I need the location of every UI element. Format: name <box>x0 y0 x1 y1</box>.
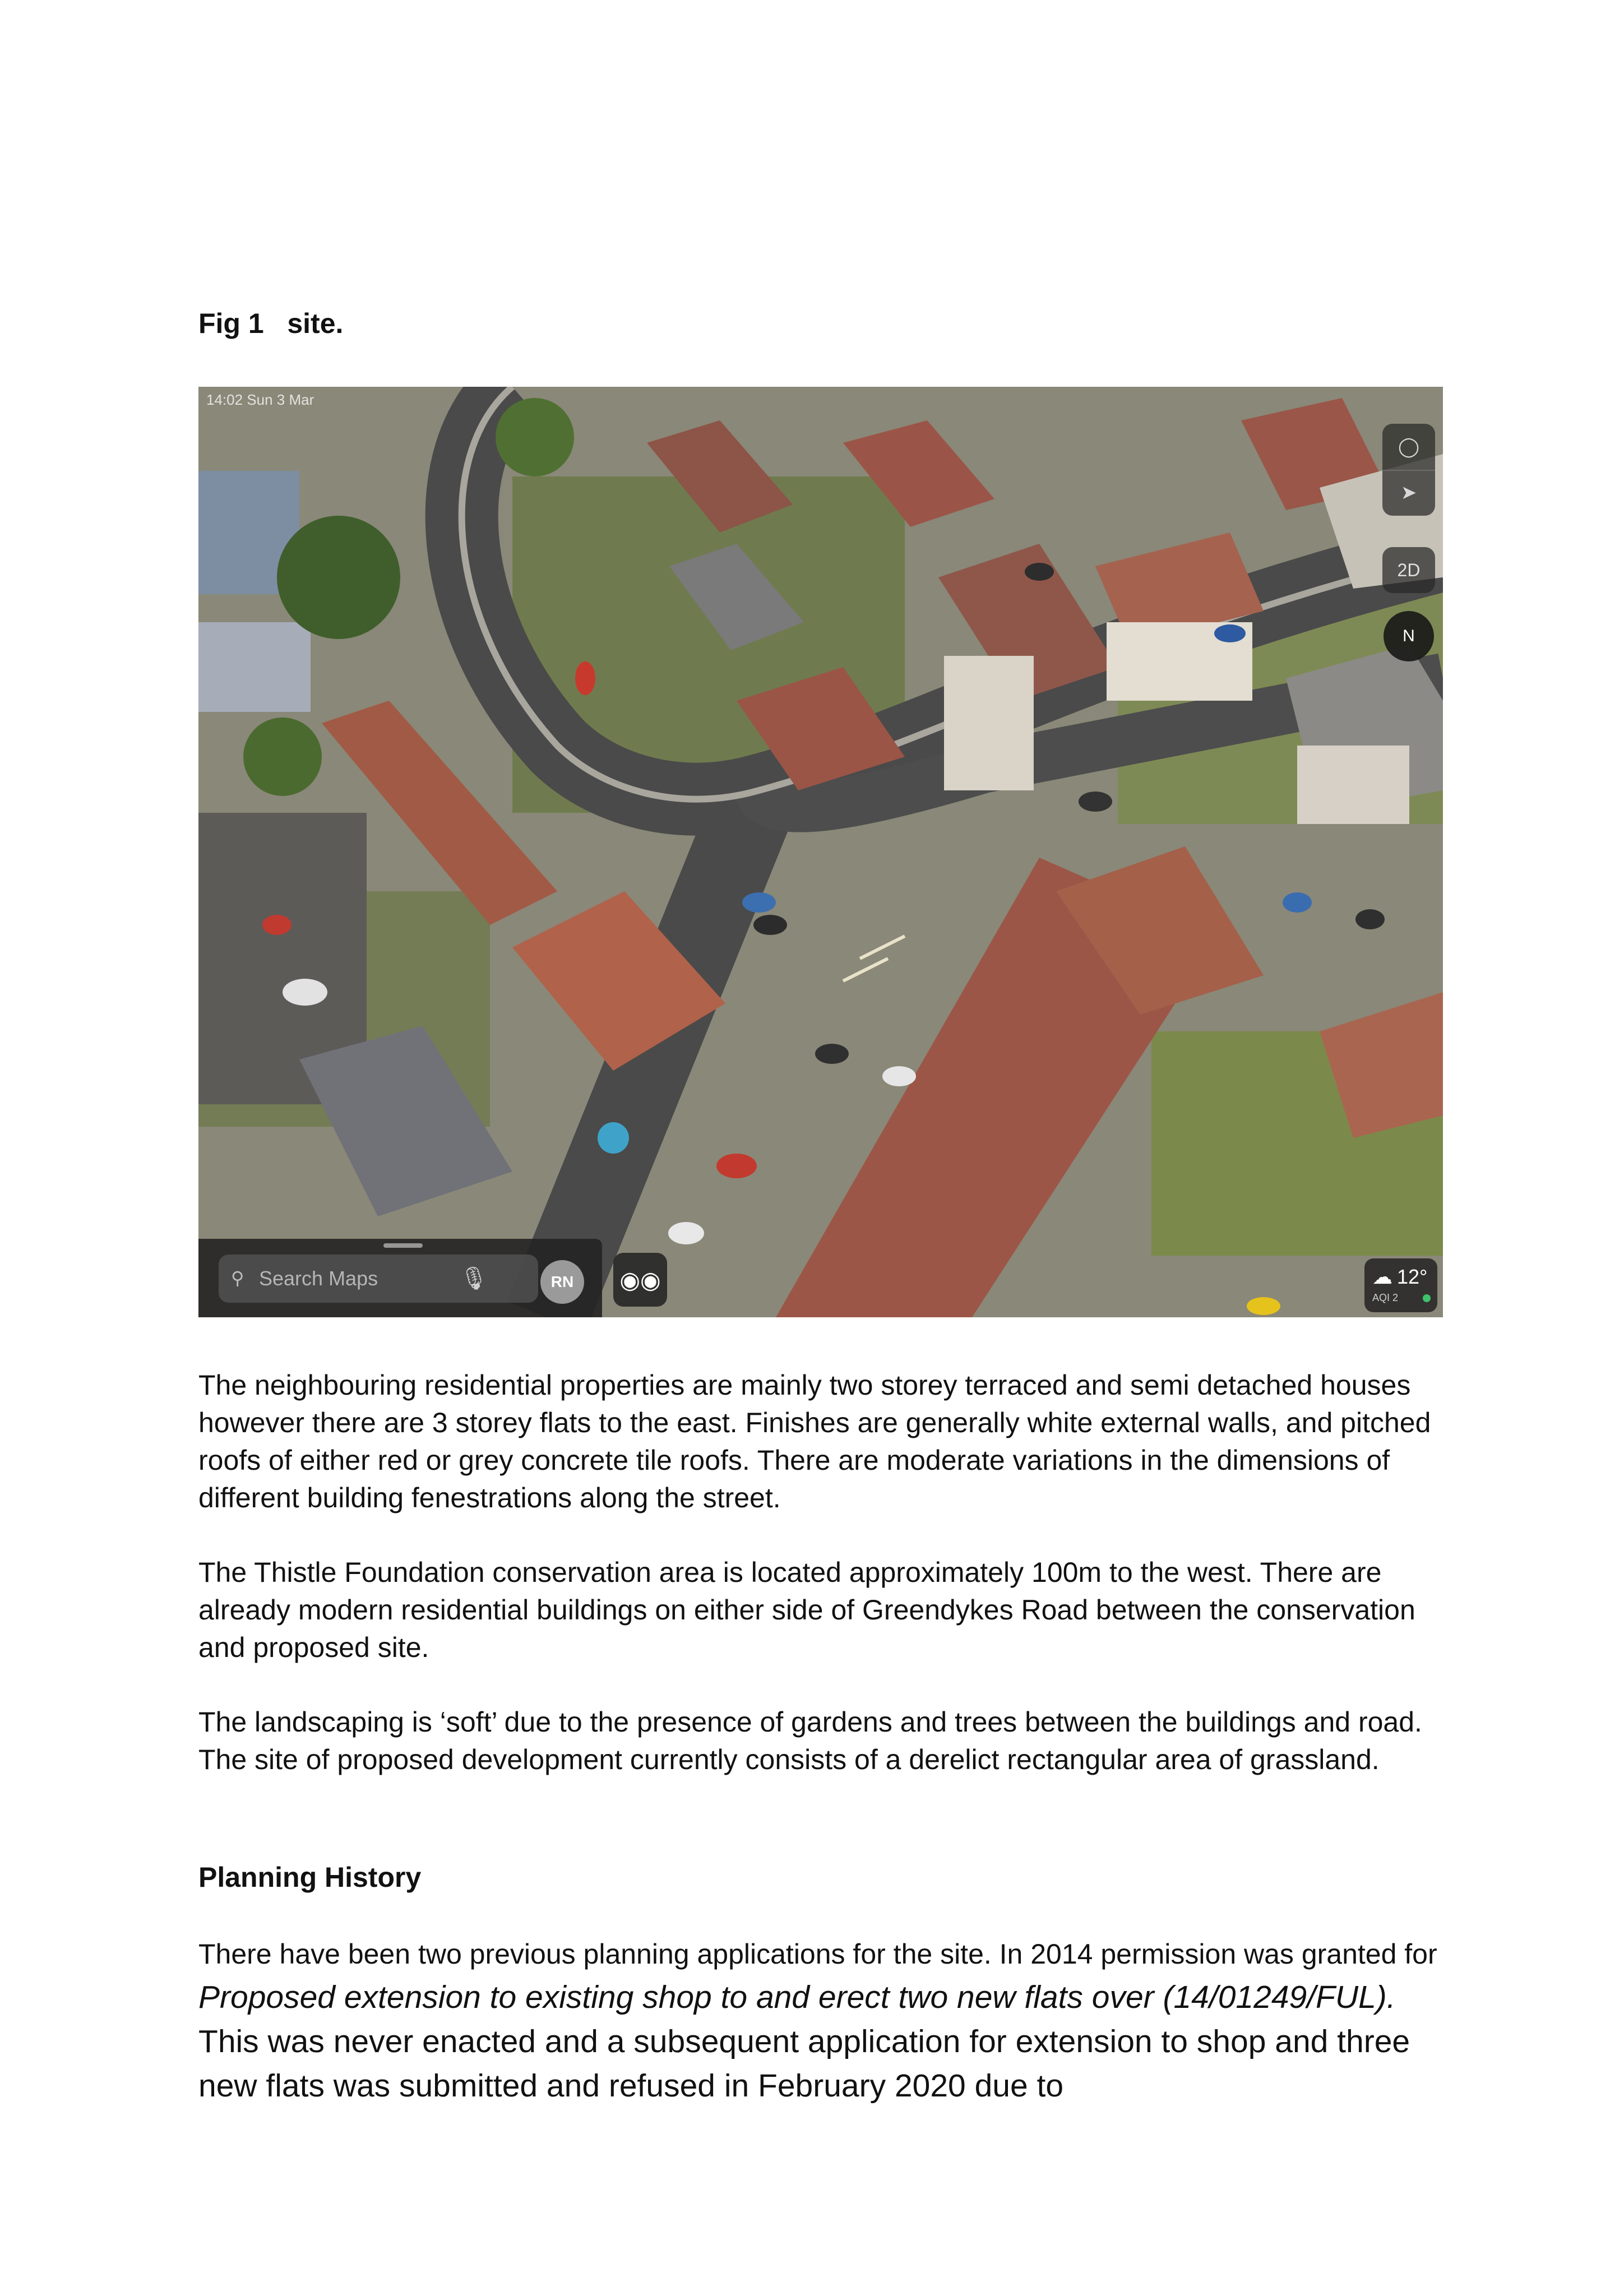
paragraph-neighbouring-properties: The neighbouring residential properties are mainly two storey terraced and semi detached houses however there are 3 storey flats to the east. Finishes are generally white external walls, and pitched roofs of either red or grey concrete tile roofs. There are moderate variations in the dimensions of different building fenestrations along the street. <box>198 1369 1431 1513</box>
planning-history-text-end: This was never enacted and a subsequent application for extension to shop and three new flats was submitted and refused in February 2020 due to <box>198 2024 1410 2104</box>
search-icon: ⚲ <box>231 1268 244 1288</box>
account-avatar[interactable]: RN <box>540 1260 584 1304</box>
aerial-map-image <box>198 387 1443 1317</box>
map-bottom-sheet <box>198 1239 602 1317</box>
microphone-icon[interactable]: 🎙 <box>460 1266 488 1291</box>
globe-icon[interactable]: ◯ <box>1382 424 1435 471</box>
planning-history-text-start: There have been two previous planning applications for the site. In 2014 permission was granted for <box>198 1938 1437 1970</box>
paragraph-landscaping: The landscaping is ‘soft’ due to the presence of gardens and trees between the buildings and road. The site of proposed development currently consists of a derelict rectangular area of grassland. <box>198 1706 1422 1775</box>
binoculars-icon[interactable]: ◉◉ <box>613 1253 667 1307</box>
sheet-grabber[interactable] <box>383 1243 423 1248</box>
air-quality-label: AQI 2 <box>1372 1292 1399 1303</box>
view-mode-2d-button[interactable]: 2D <box>1382 547 1435 593</box>
figure-caption: Fig 1 site. <box>198 308 344 339</box>
cloud-icon: ☁ <box>1372 1265 1392 1288</box>
section-heading-planning-history: Planning History <box>198 1862 422 1893</box>
air-quality-indicator <box>1423 1294 1431 1302</box>
paragraph-planning-history <box>198 1933 1454 2109</box>
aerial-site-photo <box>198 387 1443 1317</box>
search-maps-field[interactable] <box>219 1255 538 1303</box>
paragraph-conservation-area: The Thistle Foundation conservation area is located approximately 100m to the west. There are already modern residential buildings on either side of Greendykes Road between the conservation and proposed site. <box>198 1557 1415 1663</box>
status-bar-text: 14:02 Sun 3 Mar <box>206 391 314 408</box>
weather-temperature: 12° <box>1397 1265 1428 1288</box>
weather-widget <box>1364 1258 1437 1312</box>
map-controls-panel <box>1382 424 1435 516</box>
location-arrow-icon[interactable]: ➤ <box>1400 482 1417 503</box>
application-reference: Proposed extension to existing shop to and erect two new flats over (14/01249/FUL). <box>198 1979 1396 2015</box>
search-placeholder: Search Maps <box>259 1267 378 1290</box>
compass-button[interactable]: N <box>1384 611 1434 661</box>
